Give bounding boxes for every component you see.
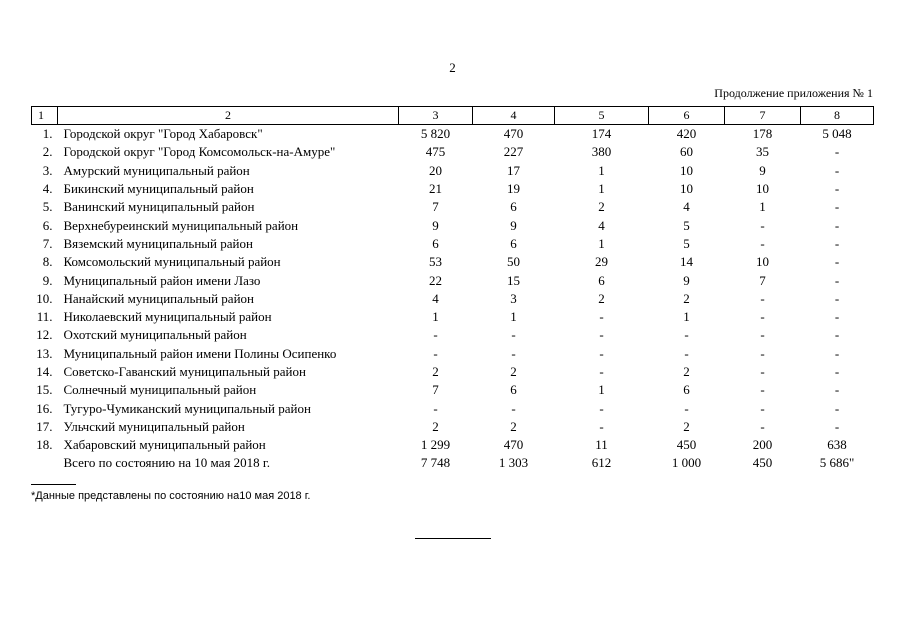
row-value: -	[760, 364, 765, 379]
row-number: 4.	[42, 181, 53, 197]
column-header: 5	[555, 107, 649, 125]
row-number: 14.	[36, 364, 53, 379]
row-value: 2	[598, 199, 605, 215]
row-name: Комсомольский муниципальный район	[63, 254, 281, 270]
row-value: -	[760, 382, 765, 398]
row-value: -	[511, 400, 516, 416]
row-value: -	[760, 217, 765, 233]
row-value: 178	[752, 126, 773, 142]
table-row	[32, 216, 874, 234]
row-value: 5 686"	[819, 455, 855, 471]
row-name: Охотский муниципальный район	[63, 327, 247, 343]
row-value: 10	[756, 181, 769, 197]
row-value: -	[834, 199, 840, 215]
row-value: 2	[598, 290, 605, 306]
row-value: 60	[680, 144, 693, 160]
row-value: -	[599, 400, 604, 416]
header-row	[32, 107, 874, 125]
row-value: 11	[595, 437, 608, 453]
row-value: 9	[759, 162, 766, 178]
row-value: 7 748	[420, 455, 451, 471]
row-value: 7	[432, 382, 439, 398]
page-number: 2	[449, 60, 456, 75]
row-value: -	[760, 345, 765, 361]
row-value: 35	[756, 144, 769, 160]
row-value: -	[834, 418, 840, 434]
footnote: *Данные представлены по состоянию на10 мая 2018 г.	[31, 490, 311, 502]
row-value: -	[684, 327, 689, 343]
row-value: 10	[680, 181, 693, 197]
column-header: 4	[473, 107, 555, 125]
row-value: -	[599, 327, 604, 343]
data-table	[31, 106, 874, 473]
row-value: 4	[598, 217, 605, 233]
row-name: Солнечный муниципальный район	[63, 382, 257, 398]
row-number: 16.	[36, 400, 53, 416]
row-value: -	[599, 364, 604, 379]
row-value: 174	[591, 126, 612, 142]
row-value: -	[834, 181, 840, 197]
row-value: 475	[425, 144, 446, 160]
row-number: 3.	[42, 162, 53, 178]
row-value: 21	[429, 181, 442, 197]
row-value: 6	[432, 235, 439, 251]
row-value: -	[599, 418, 604, 434]
row-value: 6	[510, 382, 517, 398]
column-header: 1	[32, 107, 58, 125]
row-number: 11.	[36, 309, 53, 325]
row-value: 6	[510, 199, 517, 215]
row-value: 17	[507, 162, 520, 178]
row-value: -	[834, 327, 840, 343]
row-value: 4	[432, 290, 439, 306]
row-value: 10	[756, 254, 769, 270]
row-value: -	[834, 364, 840, 379]
row-name: Николаевский муниципальный район	[63, 309, 272, 325]
row-value: -	[834, 217, 840, 233]
row-value: 19	[507, 181, 520, 197]
row-name: Ульчский муниципальный район	[63, 418, 245, 434]
row-value: -	[599, 345, 604, 361]
table-row	[32, 326, 874, 344]
row-number: 5.	[42, 199, 53, 215]
row-number: 18.	[36, 437, 53, 453]
row-value: 1	[598, 181, 605, 197]
row-name: Верхнебуреинский муниципальный район	[63, 217, 299, 233]
row-name: Бикинский муниципальный район	[63, 181, 254, 197]
row-value: 1	[598, 235, 605, 251]
row-value: -	[834, 144, 840, 160]
column-header: 7	[725, 107, 801, 125]
row-number: 12.	[36, 327, 53, 343]
footnote-separator	[31, 484, 76, 485]
row-name: Хабаровский муниципальный район	[63, 437, 266, 453]
row-value: 9	[510, 217, 517, 233]
row-value: 1	[598, 382, 605, 398]
row-value: -	[760, 290, 765, 306]
row-value: -	[433, 345, 438, 361]
row-number: 6.	[42, 217, 53, 233]
row-value: -	[599, 309, 604, 325]
end-rule	[415, 538, 491, 539]
row-value: -	[760, 327, 765, 343]
row-value: 50	[507, 254, 520, 270]
row-value: -	[511, 327, 516, 343]
row-value: 380	[591, 144, 612, 160]
row-value: 5 820	[420, 126, 451, 142]
row-value: 5	[683, 235, 690, 251]
row-name: Тугуро-Чумиканский муниципальный район	[63, 400, 311, 416]
row-value: 2	[432, 364, 439, 379]
row-number: 15.	[36, 382, 53, 398]
table-row	[32, 290, 874, 308]
row-value: -	[834, 309, 840, 325]
row-value: -	[433, 327, 438, 343]
row-value: 2	[510, 364, 517, 379]
row-value: 612	[591, 455, 612, 471]
row-value: 1 303	[498, 455, 529, 471]
row-value: 1	[432, 309, 439, 325]
column-header: 3	[399, 107, 473, 125]
row-value: -	[834, 272, 840, 288]
row-value: -	[760, 235, 765, 251]
row-value: 1	[759, 199, 766, 215]
row-name: Ванинский муниципальный район	[63, 199, 255, 215]
row-value: -	[834, 382, 840, 398]
table-row	[32, 180, 874, 198]
row-number: 10.	[36, 290, 53, 306]
column-header: 8	[801, 107, 874, 125]
row-value: 4	[683, 199, 690, 215]
row-value: -	[433, 400, 438, 416]
row-value: -	[834, 162, 840, 178]
row-name: Городской округ "Город Комсомольск-на-Амуре"	[63, 144, 336, 160]
row-value: -	[684, 400, 689, 416]
row-value: -	[834, 290, 840, 306]
table-row	[32, 418, 874, 436]
row-value: 1	[598, 162, 605, 178]
row-value: 227	[503, 144, 524, 160]
row-value: 2	[683, 418, 690, 434]
row-value: 7	[432, 199, 439, 215]
row-value: 2	[432, 418, 439, 434]
row-value: 2	[683, 364, 690, 379]
table-row	[32, 125, 874, 144]
row-value: 1 000	[671, 455, 702, 471]
row-value: 9	[683, 272, 690, 288]
row-name: Муниципальный район имени Полины Осипенко	[63, 345, 337, 361]
row-value: 6	[598, 272, 605, 288]
table-row	[32, 399, 874, 417]
row-number: 1.	[42, 126, 53, 142]
row-value: 5 048	[822, 126, 852, 142]
row-number: 13.	[36, 345, 53, 361]
row-value: -	[511, 345, 516, 361]
row-value: 22	[429, 272, 442, 288]
continuation-label: Продолжение приложения № 1	[714, 86, 873, 100]
table-row	[32, 345, 874, 363]
row-value: 450	[752, 455, 773, 471]
row-value: 2	[510, 418, 517, 434]
row-name: Городской округ "Город Хабаровск"	[63, 126, 263, 142]
row-value: -	[760, 418, 765, 434]
row-value: 14	[680, 254, 693, 270]
row-value: 7	[759, 272, 766, 288]
row-value: 29	[595, 254, 608, 270]
row-name: Вяземский муниципальный район	[63, 235, 253, 251]
row-value: -	[834, 345, 840, 361]
table-row	[32, 381, 874, 399]
row-value: 6	[510, 235, 517, 251]
row-value: 9	[432, 217, 439, 233]
row-value: 470	[503, 126, 524, 142]
row-name: Муниципальный район имени Лазо	[63, 272, 261, 288]
row-number: 9.	[42, 272, 53, 288]
row-value: -	[760, 400, 765, 416]
row-value: 6	[683, 382, 690, 398]
row-value: 3	[510, 290, 517, 306]
row-value: 1	[510, 309, 517, 325]
row-value: 470	[503, 437, 524, 453]
row-value: 20	[429, 162, 442, 178]
table-row	[32, 143, 874, 161]
column-header: 2	[58, 107, 399, 125]
row-value: -	[834, 235, 840, 251]
row-value: 638	[827, 437, 847, 453]
row-value: 10	[680, 162, 693, 178]
row-value: 2	[683, 290, 690, 306]
row-value: 450	[676, 437, 697, 453]
column-header: 6	[649, 107, 725, 125]
row-name: Нанайский муниципальный район	[63, 290, 254, 306]
table-row	[32, 454, 874, 472]
table-row	[32, 162, 874, 180]
row-name: Советско-Гаванский муниципальный район	[63, 364, 306, 379]
table-row	[32, 235, 874, 253]
row-value: 15	[507, 272, 520, 288]
table-row	[32, 308, 874, 326]
table-row	[32, 271, 874, 289]
row-value: 1	[683, 309, 690, 325]
row-value: -	[684, 345, 689, 361]
row-value: 53	[429, 254, 442, 270]
row-value: 1 299	[420, 437, 451, 453]
table-row	[32, 198, 874, 216]
row-number: 8.	[42, 254, 53, 270]
row-number: 7.	[42, 235, 53, 251]
row-value: -	[834, 254, 840, 270]
row-number: 2.	[42, 144, 53, 160]
row-number	[32, 454, 58, 472]
table-row	[32, 436, 874, 454]
row-value: -	[760, 309, 765, 325]
row-value: -	[834, 400, 840, 416]
row-name: Всего по состоянию на 10 мая 2018 г.	[63, 455, 271, 471]
row-value: 200	[752, 437, 773, 453]
row-name: Амурский муниципальный район	[63, 162, 250, 178]
row-value: 5	[683, 217, 690, 233]
table-row	[32, 253, 874, 271]
table-row	[32, 363, 874, 381]
row-number: 17.	[36, 418, 53, 434]
row-value: 420	[676, 126, 697, 142]
